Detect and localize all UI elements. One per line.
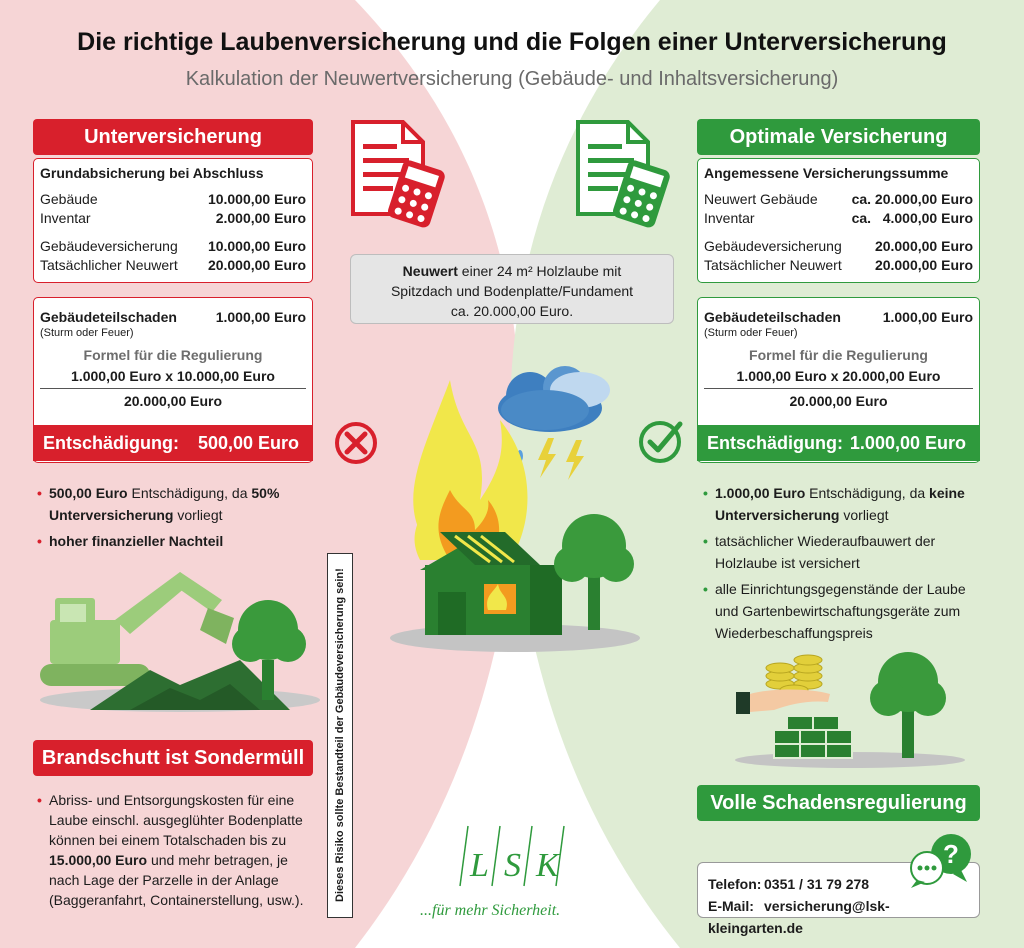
right-bullet-3: • alle Einrichtungsgegenstände der Laube und Gartenbewirtschaftungsgeräte zum Wiederbeschaffungspreis: [703, 581, 966, 641]
risk-vertical-note: Dieses Risiko sollte Bestandteil der Gebäudeversicherung sein!: [327, 553, 353, 918]
right-damage-label: Gebäudeteilschaden: [704, 309, 841, 325]
left-damage-note: (Sturm oder Feuer): [40, 327, 134, 339]
left-bullets: [37, 482, 327, 556]
contact-email[interactable]: E-Mail: versicherung@lsk-kleingarten.de: [708, 898, 890, 936]
right-bullet-1: • 1.000,00 Euro Entschädigung, da keine Unterversicherung vorliegt: [703, 485, 965, 523]
slogan: ...für mehr Sicherheit.: [420, 902, 561, 919]
svg-text:L: L: [470, 847, 489, 884]
right-formula-title: Formel für die Regulierung: [749, 347, 928, 363]
optimal-insurance-header: Optimale Versicherung: [697, 119, 980, 155]
left-row-new-value: Tatsächlicher Neuwert 20.000,00 Euro: [40, 257, 306, 273]
right-basic-card: [697, 158, 980, 283]
right-compensation-bar: [697, 425, 980, 461]
right-bullet-2: • tatsächlicher Wiederaufbauwert der Holzlaube ist versichert: [703, 533, 936, 571]
right-compensation-value: 1.000,00 Euro: [849, 432, 966, 453]
tree-icon-center: [554, 514, 634, 630]
right-row-new-value: Tatsächlicher Neuwert 20.000,00 Euro: [704, 257, 973, 273]
left-basic-heading: Grundabsicherung bei Abschluss: [40, 165, 264, 181]
rubble-text: • Abriss- und Entsorgungskosten für eine Laube einschl. ausgeglühter Bodenplatte können bei einem Totalschaden bis zu 15.000,00 Euro und mehr betragen, je nach Lage der Parzelle in der Anlage (Baggeranfahrt, Containerstellung, usw.).: [37, 792, 304, 908]
burning-house-illustration: [380, 360, 650, 660]
info-bold: Neuwert: [402, 263, 458, 279]
left-damage-label: Gebäudeteilschaden: [40, 309, 177, 325]
chat-question-icon: [905, 830, 975, 890]
left-row-building: Gebäude 10.000,00 Euro: [40, 191, 306, 207]
document-calculator-green-icon: [570, 118, 680, 228]
right-damage-value: 1.000,00 Euro: [882, 309, 973, 325]
lightning-icon: [538, 438, 584, 480]
right-formula-numerator: 1.000,00 Euro x 20.000,00 Euro: [704, 368, 973, 389]
svg-text:?: ?: [943, 839, 959, 869]
left-row-insurance: Gebäudeversicherung 10.000,00 Euro: [40, 238, 306, 254]
left-bullet-1: • 500,00 Euro Entschädigung, da 50% Unterversicherung vorliegt: [37, 485, 280, 523]
right-compensation-label: Entschädigung:: [707, 432, 843, 453]
left-compensation-value: 500,00 Euro: [197, 432, 299, 453]
tree-icon-right: [870, 652, 946, 758]
new-value-info-box: [350, 254, 674, 324]
right-bullets: [703, 482, 978, 648]
left-damage-value: 1.000,00 Euro: [215, 309, 306, 325]
left-formula-denominator: 20.000,00 Euro: [123, 393, 223, 409]
left-row-inventory: Inventar 2.000,00 Euro: [40, 210, 306, 226]
contact-phone[interactable]: Telefon: 0351 / 31 79 278: [708, 876, 870, 892]
cross-icon: [333, 420, 379, 466]
document-calculator-red-icon: [345, 118, 455, 228]
left-compensation-bar: [33, 425, 313, 461]
page-subtitle: Kalkulation der Neuwertversicherung (Gebäude- und Inhaltsversicherung): [185, 68, 839, 90]
excavator-icon: [40, 572, 234, 686]
right-row-building: Neuwert Gebäude ca. 20.000,00 Euro: [704, 191, 973, 207]
right-damage-note: (Sturm oder Feuer): [704, 327, 798, 339]
underinsurance-header: Unterversicherung: [33, 119, 313, 155]
bricks-icon: [774, 716, 852, 758]
page-title: Die richtige Laubenversicherung und die Folgen einer Unterversicherung: [77, 28, 947, 56]
rubble-header: Brandschutt ist Sondermüll: [33, 740, 313, 776]
svg-text:K: K: [536, 847, 559, 884]
right-row-insurance: Gebäudeversicherung 20.000,00 Euro: [704, 238, 973, 254]
left-compensation-label: Entschädigung:: [43, 432, 179, 453]
right-basic-heading: Angemessene Versicherungssumme: [704, 165, 949, 181]
coins-bricks-illustration: [730, 650, 970, 770]
info-text-3: ca. 20.000,00 Euro.: [450, 303, 574, 319]
excavator-illustration: [30, 560, 320, 720]
left-basic-card: [33, 158, 313, 283]
hand-icon: [736, 690, 830, 715]
right-formula-denominator: 20.000,00 Euro: [789, 393, 888, 409]
cloud-icon: [498, 366, 610, 432]
right-row-inventory: Inventar ca. 4.000,00 Euro: [704, 210, 973, 226]
svg-text:S: S: [504, 847, 521, 884]
left-bullet-2: • hoher finanzieller Nachteil: [37, 533, 224, 549]
info-text-2: Spitzdach und Bodenplatte/Fundament: [390, 283, 634, 299]
left-formula-numerator: 1.000,00 Euro x 10.000,00 Euro: [40, 368, 306, 389]
coins-icon: [766, 655, 822, 695]
left-formula-title: Formel für die Regulierung: [83, 347, 263, 363]
info-text-1: einer 24 m² Holzlaube mit: [457, 263, 622, 279]
full-settlement-header: Volle Schadensregulierung: [697, 785, 980, 821]
lsk-logo: [440, 822, 590, 902]
